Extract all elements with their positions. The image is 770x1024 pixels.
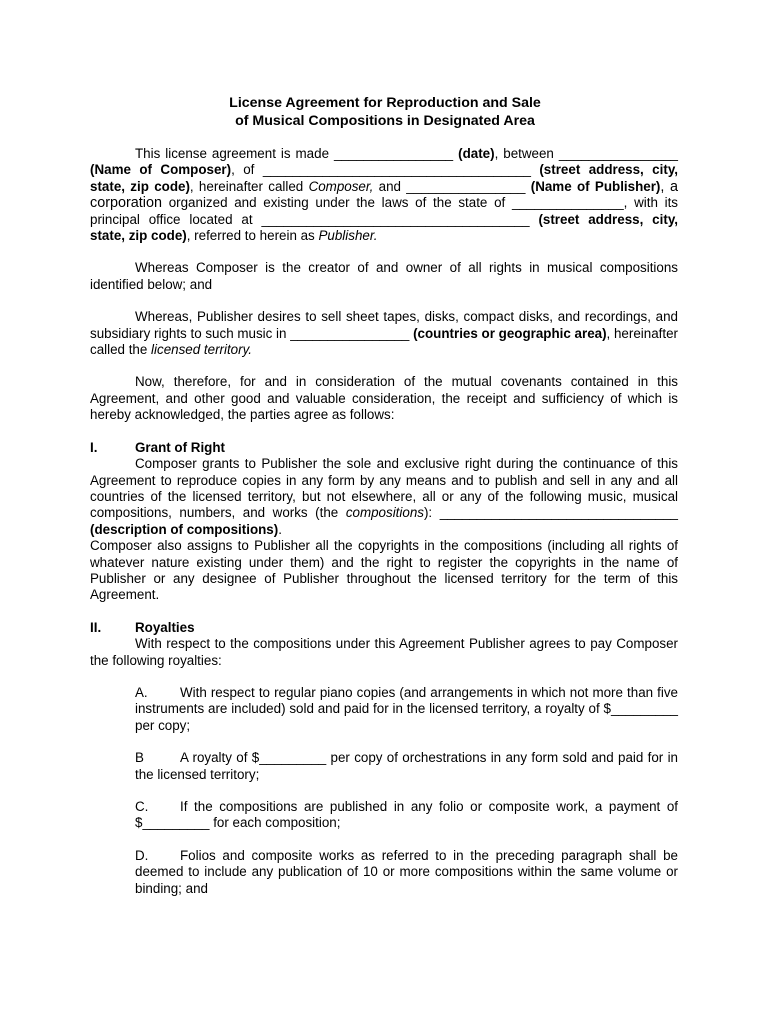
grant-paragraph — [90, 456, 678, 538]
grant-text: ): ________________________________ — [423, 505, 679, 521]
publisher-term: Publisher. — [318, 228, 378, 244]
publisher-address-label: (street address, city, state, zip code) — [90, 211, 678, 244]
item-text: Folios and composite works as referred to in the preceding paragraph shall be deemed to include any publication of 10 or more compositions within the same volume or binding; and — [135, 847, 678, 896]
section-number: I. — [90, 439, 98, 455]
grant-text: Composer grants to Publisher the sole and exclusive right during the continuance of this Agreement to reproduce copies in any form by any means and to publish and sell in any and all countries of the licensed territory, but not elsewhere, all or any of the following music, musical compositions, numbers, and works (the — [90, 456, 678, 521]
intro-text: , between ________________ — [494, 146, 678, 161]
copyright-assignment-paragraph: Composer also assigns to Publisher all the copyrights in the compositions (including all rights of whatever nature existing under them) and the right to register the copyrights in the name of Publisher or any designee of Publisher throughout the licensed territory for the term of this Agreement. — [90, 538, 678, 603]
document-title — [0, 94, 770, 130]
section-title: Grant of Right — [135, 439, 226, 455]
compositions-term: compositions — [345, 505, 424, 521]
document-body — [90, 146, 678, 897]
section-title: Royalties — [135, 619, 195, 635]
intro-text: , a — [660, 178, 678, 195]
intro-text: , referred to herein as — [186, 228, 319, 244]
title-line-2: of Musical Compositions in Designated Area — [235, 113, 535, 129]
composer-address-label: (street address, city, state, zip code) — [90, 162, 678, 194]
item-text: If the compositions are published in any folio or composite work, a payment of $_________ for each composition; — [135, 799, 678, 831]
grant-text: . — [278, 521, 282, 537]
composer-name-label: (Name of Composer) — [90, 162, 232, 178]
whereas-publisher-paragraph — [90, 309, 678, 358]
intro-text: and ________________ — [373, 178, 531, 194]
composer-term: Composer, — [308, 178, 374, 194]
title-line-1: License Agreement for Reproduction and Sale — [229, 95, 541, 111]
whereas-composer-paragraph: Whereas Composer is the creator of and owner of all rights in musical compositions identified below; and — [90, 260, 678, 292]
section-1-heading — [90, 440, 678, 456]
royalty-item-a — [135, 685, 678, 734]
royalty-item-b — [135, 750, 678, 783]
intro-text: , hereinafter called — [189, 178, 309, 194]
royalty-item-c — [135, 799, 678, 832]
item-letter: D. — [135, 847, 149, 863]
licensed-territory-term: licensed territory. — [151, 342, 253, 358]
intro-text: , of ____________________________________ — [231, 162, 540, 178]
whereas-text: Whereas, Publisher desires to sell sheet tapes, disks, compact disks, and recordings, and subsidiary rights to such music in ________________ — [90, 309, 678, 341]
publisher-name-label: (Name of Publisher) — [530, 178, 661, 194]
corporation-term: corporation — [90, 195, 162, 212]
royalties-intro-paragraph: With respect to the compositions under this Agreement Publisher agrees to pay Composer the following royalties: — [90, 636, 678, 668]
intro-paragraph — [90, 146, 678, 244]
intro-text: This license agreement is made ________________ — [135, 146, 459, 161]
whereas-text: , hereinafter called the — [90, 325, 679, 358]
now-therefore-paragraph: Now, therefore, for and in consideration of the mutual covenants contained in this Agreement, and other good and valuable consideration, the receipt and sufficiency of which is hereby acknowledged, the parties agree as follows: — [90, 374, 678, 423]
date-label: (date) — [458, 146, 495, 161]
section-number: II. — [90, 619, 102, 635]
item-text: With respect to regular piano copies (and arrangements in which not more than five instruments are included) sold and paid for in the licensed territory, a royalty of $_________ per copy; — [135, 684, 678, 733]
item-letter: A. — [135, 684, 148, 700]
territory-label: (countries or geographic area) — [413, 325, 607, 341]
section-2-heading — [90, 620, 678, 636]
royalty-item-d — [135, 848, 678, 897]
item-letter: B — [135, 750, 144, 766]
compositions-description-label: (description of compositions) — [90, 521, 279, 537]
item-text: A royalty of $_________ per copy of orchestrations in any form sold and paid for in the licensed territory; — [135, 750, 678, 782]
item-letter: C. — [135, 799, 149, 814]
intro-text: organized and existing under the laws of the state of _______________, with its principal office located at ____________________________________ — [90, 195, 678, 227]
